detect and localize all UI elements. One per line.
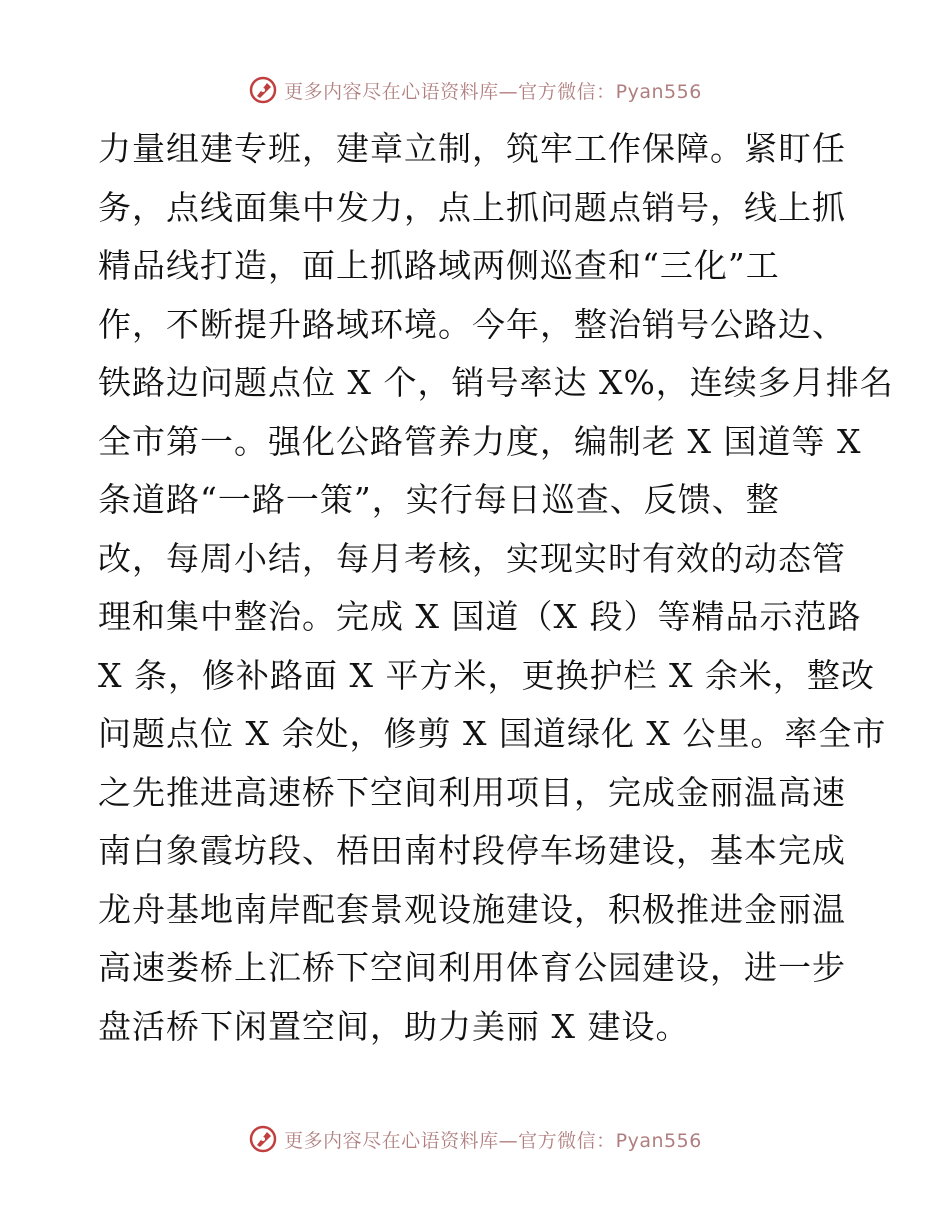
text-line: 问题点位 X 余处，修剪 X 国道绿化 X 公里。率全市	[98, 714, 887, 753]
text-line: 高速娄桥上汇桥下空间利用体育公园建设，进一步	[98, 948, 846, 987]
text-line: 龙舟基地南岸配套景观设施建设，积极推进金丽温	[98, 889, 846, 929]
text-line: 条道路“一路一策”，实行每日巡查、反馈、整	[98, 480, 780, 519]
text-line: 务，点线面集中发力，点上抓问题点销号，线上抓	[98, 187, 846, 227]
text-line: 改，每周小结，每月考核，实现实时有效的动态管	[98, 538, 846, 578]
text-line: 理和集中整治。完成 X 国道（X 段）等精品示范路	[98, 597, 862, 636]
text-line: 作，不断提升路域环境。今年，整治销号公路边、	[98, 304, 846, 344]
text-line: X 条，修补路面 X 平方米，更换护栏 X 余米，整改	[98, 655, 875, 695]
text-line: 南白象霞坊段、梧田南村段停车场建设，基本完成	[98, 831, 846, 870]
footer-banner	[0, 1122, 950, 1156]
text-line: 精品线打造，面上抓路域两侧巡查和“三化”工	[98, 246, 780, 285]
pen-nib-logo-icon	[248, 1124, 278, 1154]
header-banner	[0, 73, 950, 107]
text-line: 力量组建专班，建章立制，筑牢工作保障。紧盯任	[98, 129, 846, 168]
text-line: 之先推进高速桥下空间利用项目，完成金丽温高速	[98, 772, 846, 812]
text-line: 全市第一。强化公路管养力度，编制老 X 国道等 X	[98, 421, 862, 461]
header-banner-text: 更多内容尽在心语资料库—官方微信：Pyan556	[284, 80, 702, 103]
text-line: 铁路边问题点位 X 个，销号率达 X%，连续多月排名	[98, 363, 894, 402]
pen-nib-logo-icon	[248, 75, 278, 105]
text-line: 盘活桥下闲置空间，助力美丽 X 建设。	[98, 1006, 690, 1046]
document-body	[98, 120, 894, 1056]
footer-banner-text: 更多内容尽在心语资料库—官方微信：Pyan556	[284, 1129, 702, 1152]
